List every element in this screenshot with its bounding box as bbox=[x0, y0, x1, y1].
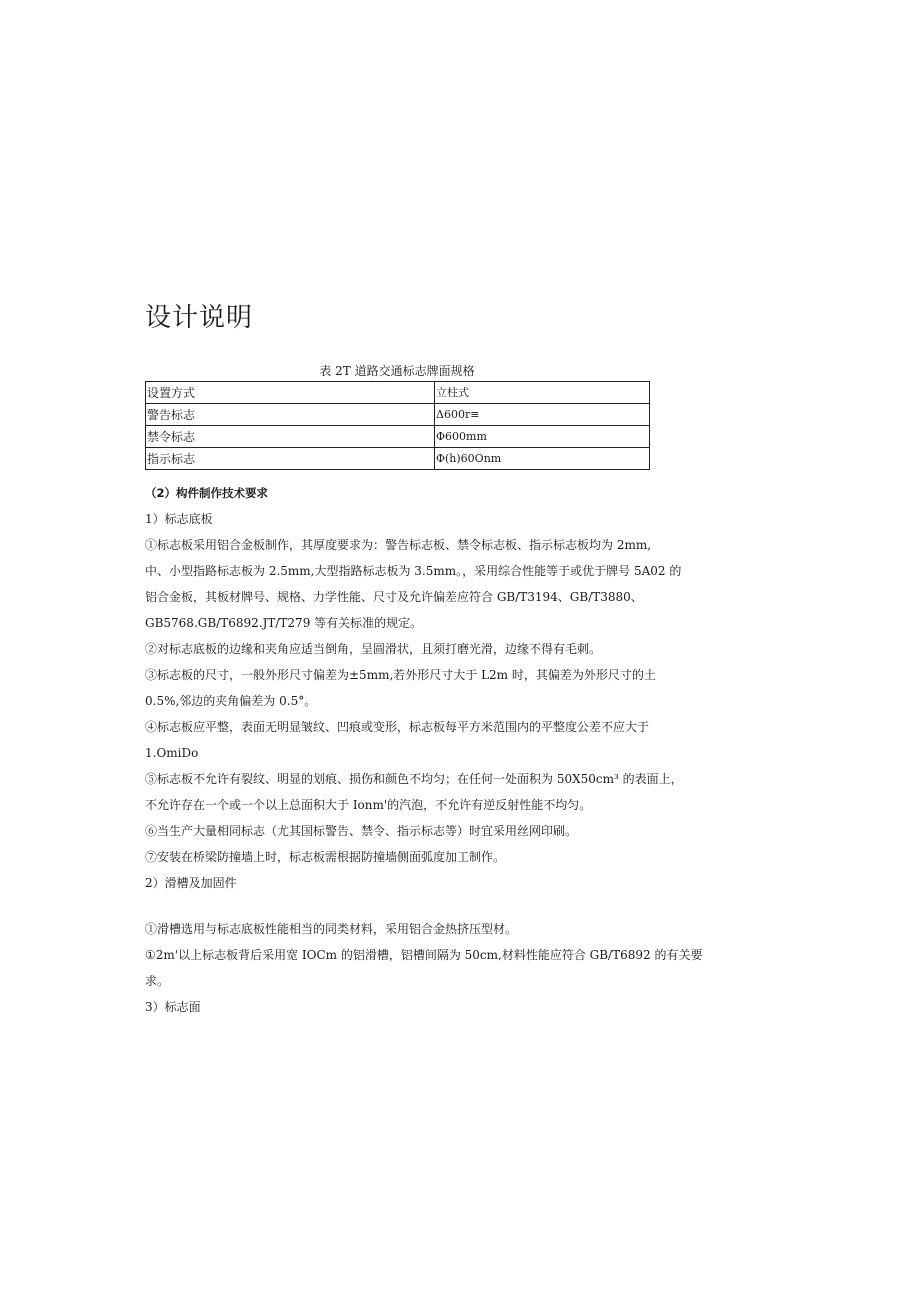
table-header-row bbox=[146, 382, 650, 404]
paragraph-line: ③标志板的尺寸，一般外形尺寸偏差为±5mm,若外形尺寸大于 L2m 时，其偏差为外形尺寸的土 bbox=[145, 668, 656, 682]
paragraph-line: ⑦安装在桥梁防撞墙上时，标志板需根据防撞墙侧面弧度加工制作。 bbox=[145, 850, 506, 864]
paragraph-line: ④标志板应平整，表面无明显皱纹、凹痕或变形，标志板每平方米范围内的平整度公差不应大于 bbox=[145, 720, 650, 734]
paragraph-line: 铝合金板，其板材牌号、规格、力学性能、尺寸及允许偏差应符合 GB/T3194、GB/T3880、 bbox=[145, 590, 643, 604]
subsection-heading: 1）标志底板 bbox=[145, 512, 213, 526]
table-row bbox=[146, 404, 650, 426]
paragraph-line: 求。 bbox=[145, 974, 170, 988]
spec-table bbox=[145, 381, 650, 470]
paragraph-line: 中、小型指路标志板为 2.5mm,大型指路标志板为 3.5mm。，采用综合性能等于或优于牌号 5A02 的 bbox=[145, 564, 682, 578]
paragraph-line: GB5768.GB/T6892.JT/T279 等有关标准的规定。 bbox=[145, 616, 423, 630]
paragraph-line: 不允许存在一个或一个以上总面积大于 Ionm'的汽泡，不允许有逆反射性能不均匀。 bbox=[145, 798, 592, 812]
section-heading: （2）构件制作技术要求 bbox=[145, 486, 269, 500]
table-cell: 禁令标志 bbox=[146, 426, 435, 448]
table-cell: Φ600mm bbox=[435, 426, 650, 448]
paragraph-line: ⑤标志板不允许有裂纹、明显的划痕、损伤和颜色不均匀；在任何一处面积为 50X50cm³ 的表面上， bbox=[145, 772, 683, 786]
paragraph-line: ②对标志底板的边缘和夹角应适当倒角，呈圆滑状，且须打磨光滑，边缘不得有毛刺。 bbox=[145, 642, 602, 656]
table-caption: 表 2T 道路交通标志牌面规格 bbox=[319, 364, 475, 378]
body-text bbox=[145, 480, 725, 1020]
paragraph-line: ①2m'以上标志板背后采用宽 IOCm 的铝滑槽，铝槽间隔为 50cm,材料性能应符合 GB/T6892 的有关要 bbox=[145, 948, 703, 962]
table-header-cell: 立柱式 bbox=[435, 382, 650, 404]
table-row bbox=[146, 426, 650, 448]
page-title: 设计说明 bbox=[145, 303, 254, 333]
subsection-heading: 2）滑槽及加固件 bbox=[145, 876, 237, 890]
paragraph-line: 0.5%,邻边的夹角偏差为 0.5°。 bbox=[145, 694, 317, 708]
paragraph-line: ①标志板采用铝合金板制作，其厚度要求为：警告标志板、禁令标志板、指示标志板均为 2mm, bbox=[145, 538, 652, 552]
paragraph-line: ⑥当生产大量相同标志（尤其国标警告、禁令、指示标志等）时宜采用丝网印刷。 bbox=[145, 824, 578, 838]
spacer bbox=[145, 896, 725, 916]
paragraph-line: 1.OmiDo bbox=[145, 746, 199, 760]
subsection-heading: 3）标志面 bbox=[145, 1000, 201, 1014]
paragraph-line: ①滑槽选用与标志底板性能相当的同类材料，采用铝合金热挤压型材。 bbox=[145, 922, 518, 936]
table-cell: Δ600r≡ bbox=[435, 404, 650, 426]
table-row bbox=[146, 448, 650, 470]
table-cell: 指示标志 bbox=[146, 448, 435, 470]
table-cell: 警告标志 bbox=[146, 404, 435, 426]
table-cell: Φ(h)60Onm bbox=[435, 448, 650, 470]
table-header-cell: 设置方式 bbox=[146, 382, 435, 404]
